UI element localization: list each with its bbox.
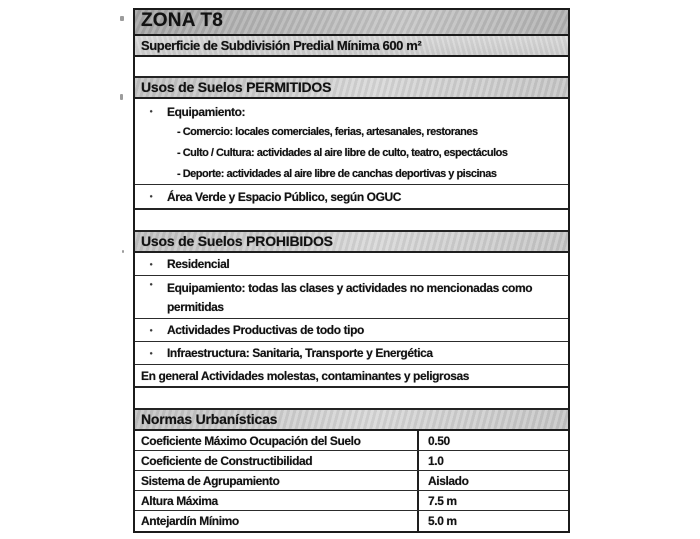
bullet-icon: • [149, 192, 153, 201]
prohibited-item-residencial [135, 253, 568, 276]
norma-row-antejardin [135, 511, 568, 531]
norma-value: 5.0 m [417, 511, 568, 531]
equipamiento-subitem-culto-cultura: - Culto / Cultura: actividades al aire libre de culto, teatro, espectáculos [177, 147, 508, 159]
normas-section-header [135, 410, 568, 431]
spacer-row [135, 388, 568, 410]
norma-label: Altura Máxima [141, 493, 218, 508]
norma-row-ocupacion-suelo [135, 431, 568, 451]
norma-row-altura-maxima [135, 491, 568, 511]
norma-label: Coeficiente de Constructibilidad [141, 453, 313, 468]
bullet-icon: • [149, 325, 153, 335]
scan-artifact [120, 94, 123, 100]
bullet-icon: • [149, 348, 153, 358]
prohibited-section-title: Usos de Suelos PROHIBIDOS [141, 233, 333, 249]
zone-title: ZONA T8 [141, 10, 223, 31]
norma-label: Coeficiente Máximo Ocupación del Suelo [141, 433, 361, 448]
zoning-table [133, 8, 570, 533]
norma-value: 0.50 [417, 431, 568, 450]
prohibited-section-header [135, 232, 568, 253]
norma-label: Antejardín Mínimo [141, 514, 239, 528]
permitted-equipamiento-row [135, 99, 568, 185]
prohibited-item-text: Infraestructura: Sanitaria, Transporte y Energética [167, 346, 433, 360]
subdivision-minimum-row [135, 36, 568, 57]
subdivision-minimum-text: Superficie de Subdivisión Predial Mínima 600 m² [141, 38, 422, 53]
norma-value: Aislado [417, 471, 568, 490]
spacer-row [135, 210, 568, 232]
prohibited-general-note-row [135, 365, 568, 388]
prohibited-item-equipamiento [135, 276, 568, 319]
norma-value: 7.5 m [417, 491, 568, 510]
normas-section-title: Normas Urbanísticas [141, 411, 278, 427]
equipamiento-subitem-deporte: - Deporte: actividades al aire libre de canchas deportivas y piscinas [177, 168, 497, 180]
prohibited-item-actividades-productivas [135, 319, 568, 342]
prohibited-general-note: En general Actividades molestas, contaminantes y peligrosas [141, 368, 470, 383]
equipamiento-lines [167, 102, 568, 185]
prohibited-item-infraestructura [135, 342, 568, 365]
area-verde-text: Área Verde y Espacio Público, según OGUC [167, 189, 402, 204]
bullet-icon: • [149, 107, 153, 116]
permitted-area-verde-row [135, 185, 568, 210]
scan-artifact [122, 250, 124, 253]
bullet-icon: • [149, 280, 153, 289]
scan-artifact [120, 16, 124, 21]
equipamiento-subitem-comercio: - Comercio: locales comerciales, ferias, artesanales, restoranes [177, 126, 478, 138]
norma-row-agrupamiento [135, 471, 568, 491]
permitted-section-header [135, 78, 568, 99]
norma-row-constructibilidad [135, 451, 568, 471]
spacer-row [135, 57, 568, 78]
norma-label: Sistema de Agrupamiento [141, 473, 280, 488]
zone-title-bar [135, 10, 568, 36]
prohibited-item-text: Residencial [167, 257, 230, 271]
bullet-icon: • [149, 259, 153, 269]
prohibited-item-text: Actividades Productivas de todo tipo [167, 323, 364, 337]
permitted-section-title: Usos de Suelos PERMITIDOS [141, 79, 332, 95]
norma-value: 1.0 [417, 451, 568, 470]
equipamiento-label: Equipamiento: [167, 105, 246, 119]
prohibited-item-text: Equipamiento: todas las clases y actividades no mencionadas como permitidas [167, 281, 533, 314]
